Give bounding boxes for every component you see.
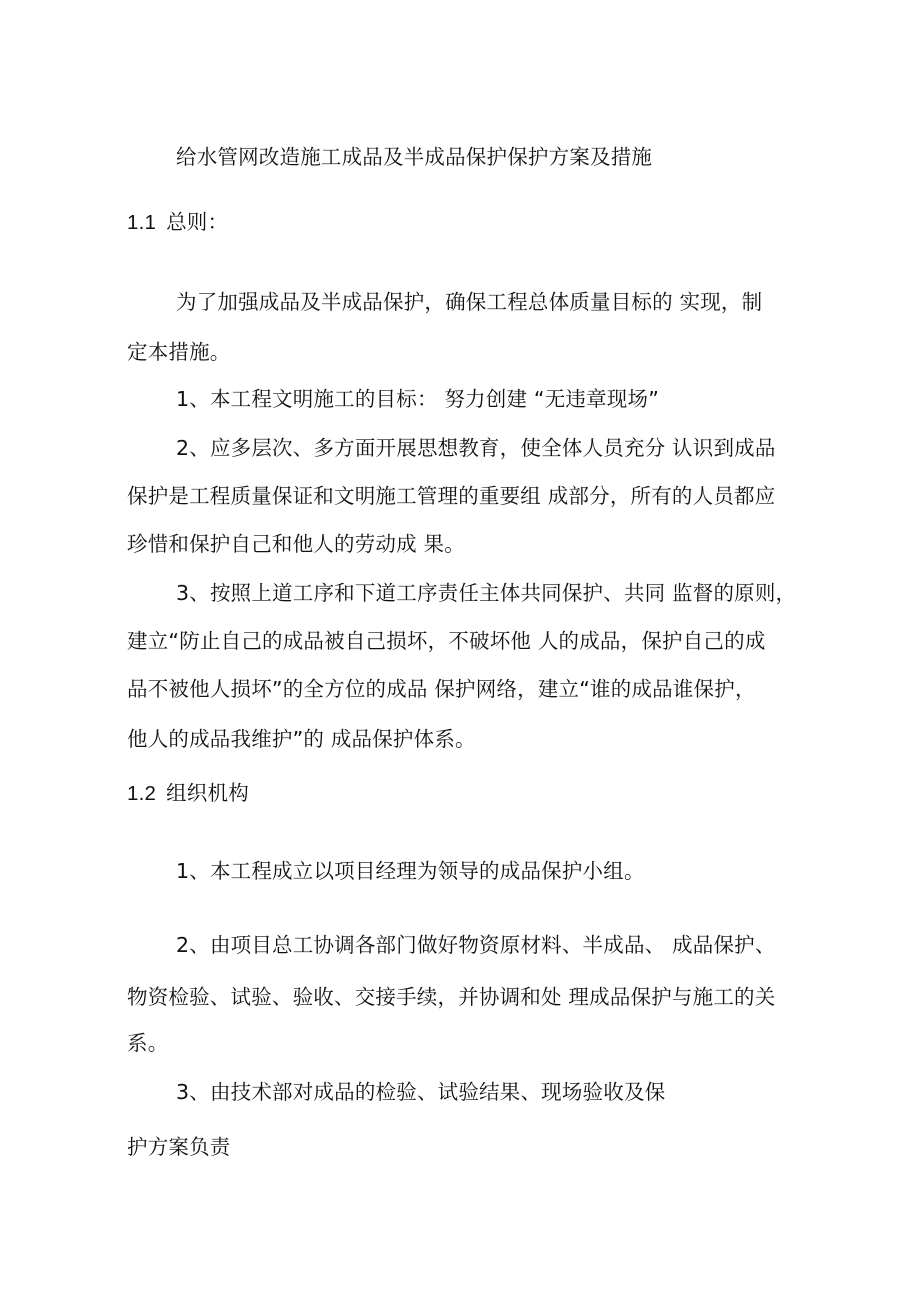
paragraph-line: 定本措施。 — [127, 340, 231, 364]
section-title: 总则： — [166, 210, 229, 234]
section-heading-1-2 — [127, 779, 249, 808]
list-item-line: 系。 — [127, 1031, 169, 1055]
list-item-line: 3、由技术部对成品的检验、试验结果、现场验收及保 — [176, 1080, 666, 1104]
section-heading-1-1 — [127, 208, 228, 237]
section-number: 1.2 — [127, 782, 157, 805]
list-item-line: 护方案负责 — [127, 1135, 231, 1159]
section-number: 1.1 — [127, 211, 157, 234]
list-item-line: 他人的成品我维护”的 成品保护体系。 — [127, 727, 476, 751]
list-item-line: 保护是工程质量保证和文明施工管理的重要组 成部分，所有的人员都应 — [127, 484, 776, 508]
list-item-line: 品不被他人损坏”的全方位的成品 保护网络，建立“谁的成品谁保护， — [127, 677, 756, 701]
section-title: 组织机构 — [166, 781, 249, 805]
list-item-line: 1、本工程文明施工的目标： 努力创建 “无违章现场” — [176, 387, 660, 411]
document-title: 给水管网改造施工成品及半成品保护保护方案及措施 — [176, 145, 653, 169]
list-item-line: 珍惜和保护自己和他人的劳动成 果。 — [127, 532, 465, 556]
list-item-line: 3、按照上道工序和下道工序责任主体共同保护、共同 监督的原则， — [176, 581, 797, 605]
list-item-line: 建立“防止自己的成品被自己损坏，不破坏他 人的成品，保护自己的成 — [127, 629, 766, 653]
paragraph-line: 为了加强成品及半成品保护，确保工程总体质量目标的 实现，制 — [176, 290, 763, 314]
list-item-line: 物资检验、试验、验收、交接手续，并协调和处 理成品保护与施工的关 — [127, 985, 776, 1009]
list-item-line: 2、应多层次、多方面开展思想教育，使全体人员充分 认识到成品 — [176, 436, 776, 460]
list-item-line: 2、由项目总工协调各部门做好物资原材料、半成品、 成品保护、 — [176, 933, 776, 957]
list-item-line: 1、本工程成立以项目经理为领导的成品保护小组。 — [176, 859, 645, 883]
